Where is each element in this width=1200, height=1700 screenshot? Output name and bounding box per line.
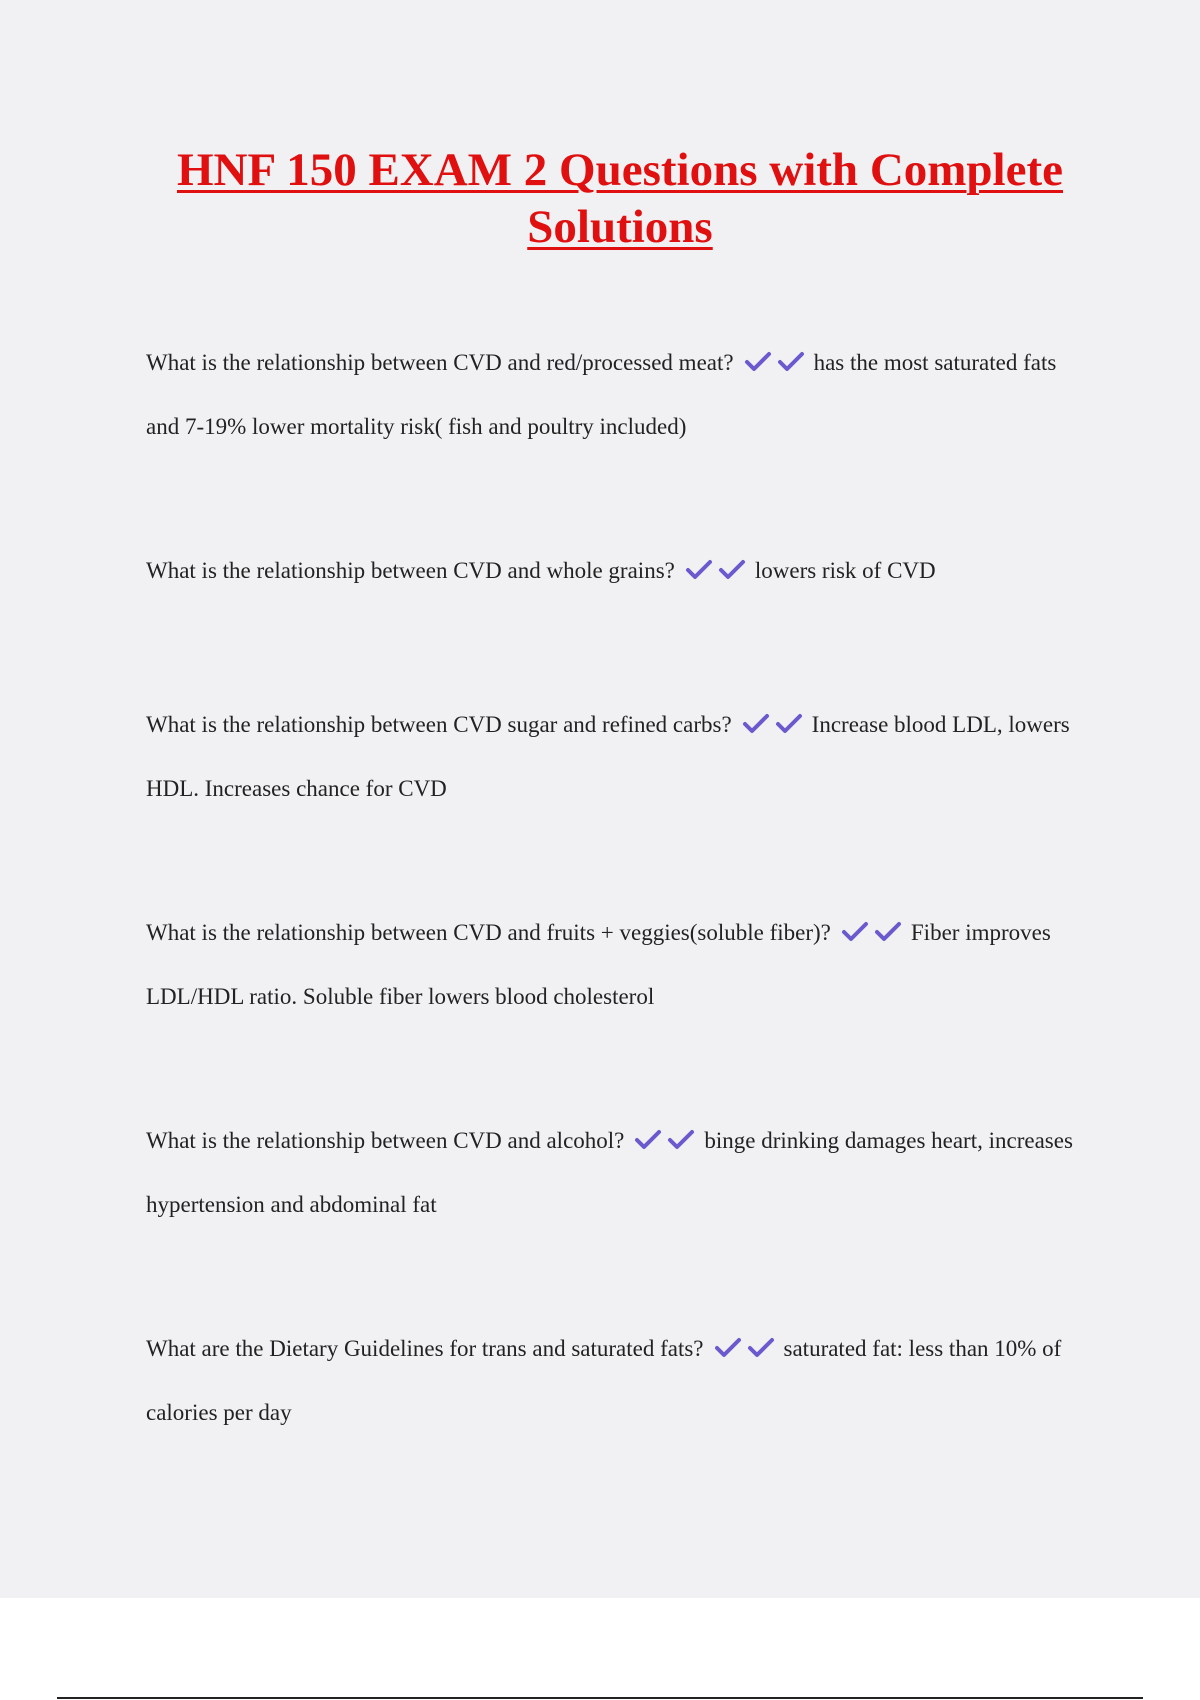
- check-icon: [747, 1337, 775, 1359]
- footer-divider: [57, 1697, 1143, 1699]
- check-icon: [685, 559, 713, 581]
- question-text: What is the relationship between CVD and red/processed meat?: [146, 350, 734, 375]
- check-marks: [742, 697, 808, 758]
- check-icon: [777, 351, 805, 373]
- qa-item: [146, 332, 1086, 457]
- check-icon: [874, 921, 902, 943]
- check-marks: [714, 1321, 780, 1382]
- check-icon: [775, 713, 803, 735]
- answer-text: Fiber improves LDL/HDL ratio. Soluble fiber lowers blood cholesterol: [146, 920, 1051, 1009]
- qa-item: [146, 902, 1086, 1027]
- check-marks: [685, 543, 751, 604]
- question-text: What is the relationship between CVD and fruits + veggies(soluble fiber)?: [146, 920, 831, 945]
- answer-text: has the most saturated fats and 7-19% lower mortality risk( fish and poultry included): [146, 350, 1057, 439]
- qa-item: [146, 694, 1086, 819]
- check-icon: [634, 1129, 662, 1151]
- question-text: What is the relationship between CVD and whole grains?: [146, 558, 675, 583]
- check-icon: [667, 1129, 695, 1151]
- check-icon: [744, 351, 772, 373]
- qa-item: [146, 1318, 1086, 1443]
- qa-item: [146, 1110, 1086, 1235]
- check-icon: [714, 1337, 742, 1359]
- check-marks: [634, 1113, 700, 1174]
- qa-item: [146, 540, 1086, 604]
- check-marks: [744, 335, 810, 396]
- answer-text: Increase blood LDL, lowers HDL. Increases chance for CVD: [146, 712, 1070, 801]
- question-text: What is the relationship between CVD sugar and refined carbs?: [146, 712, 732, 737]
- check-icon: [841, 921, 869, 943]
- answer-text: lowers risk of CVD: [754, 558, 936, 583]
- check-icon: [718, 559, 746, 581]
- question-text: What are the Dietary Guidelines for trans and saturated fats?: [146, 1336, 704, 1361]
- check-icon: [742, 713, 770, 735]
- question-text: What is the relationship between CVD and alcohol?: [146, 1128, 625, 1153]
- document-title: HNF 150 EXAM 2 Questions with Complete Solutions: [176, 144, 1063, 253]
- check-marks: [841, 905, 907, 966]
- answer-text: saturated fat: less than 10% of calories per day: [146, 1336, 1062, 1425]
- answer-text: binge drinking damages heart, increases hypertension and abdominal fat: [146, 1128, 1073, 1217]
